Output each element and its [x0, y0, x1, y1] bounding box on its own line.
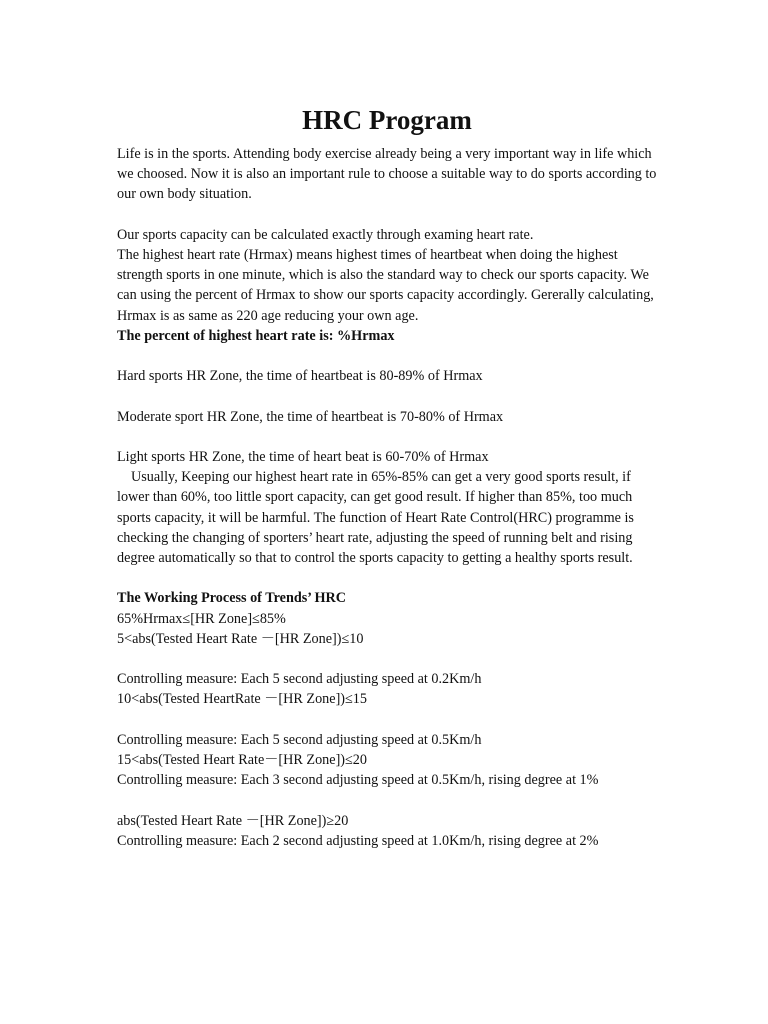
measure-2: Controlling measure: Each 5 second adjusting speed at 0.5Km/h [117, 731, 482, 748]
measure-1: Controlling measure: Each 5 second adjusting speed at 0.2Km/h [117, 671, 482, 688]
condition-2: 10<abs(Tested HeartRate －[HR Zone])≤15 [117, 691, 367, 708]
hard-zone-line: Hard sports HR Zone, the time of heartbeat is 80-89% of Hrmax [117, 368, 483, 385]
hrmax-paragraph: The highest heart rate (Hrmax) means highest times of heartbeat when doing the highest strength sports in one minute, which is also the standard way to check our sports capacity. We can using the percent of Hrmax to show our sports capacity accordingly. Gererally calculating, Hrmax is as same as 220 age reducing your own age. [117, 247, 658, 324]
document-page [117, 104, 660, 851]
moderate-zone-line: Moderate sport HR Zone, the time of heartbeat is 70-80% of Hrmax [117, 408, 504, 425]
measure-3: Controlling measure: Each 3 second adjusting speed at 0.5Km/h, rising degree at 1% [117, 772, 599, 789]
percent-heading: The percent of highest heart rate is: %Hrmax [117, 327, 395, 344]
spacer [117, 710, 657, 730]
spacer [117, 568, 657, 588]
spacer [117, 790, 657, 810]
condition-1: 5<abs(Tested Heart Rate －[HR Zone])≤10 [117, 630, 364, 647]
spacer [117, 346, 657, 366]
light-zone-line: Light sports HR Zone, the time of heart beat is 60-70% of Hrmax [117, 448, 489, 465]
spacer [117, 386, 657, 406]
usually-paragraph: Usually, Keeping our highest heart rate in 65%-85% can get a very good sports result, if lower than 60%, too little sport capacity, can get good result. If higher than 85%, too much sports capacity, it will be harmful. The function of Heart Rate Control(HRC) programme is checking the changing of sporters’ heart rate, adjusting the speed of running belt and rising degree automatically so that to control the sports capacity to getting a healthy sports result. [117, 469, 638, 566]
process-heading: The Working Process of Trends’ HRC [117, 590, 346, 607]
spacer [117, 427, 657, 447]
measure-4: Controlling measure: Each 2 second adjusting speed at 1.0Km/h, rising degree at 2% [117, 832, 599, 849]
spacer [117, 205, 657, 225]
condition-4: abs(Tested Heart Rate －[HR Zone])≥20 [117, 812, 349, 829]
process-range: 65%Hrmax≤[HR Zone]≤85% [117, 610, 286, 627]
document-title: HRC Program [302, 105, 472, 135]
intro-paragraph: Life is in the sports. Attending body exercise already being a very important way in life which we choosed. Now it is also an important rule to choose a suitable way to do sports according to our own body situation. [117, 146, 660, 203]
condition-3: 15<abs(Tested Heart Rate－[HR Zone])≤20 [117, 751, 367, 768]
capacity-line: Our sports capacity can be calculated exactly through examing heart rate. [117, 226, 534, 243]
spacer [117, 649, 657, 669]
